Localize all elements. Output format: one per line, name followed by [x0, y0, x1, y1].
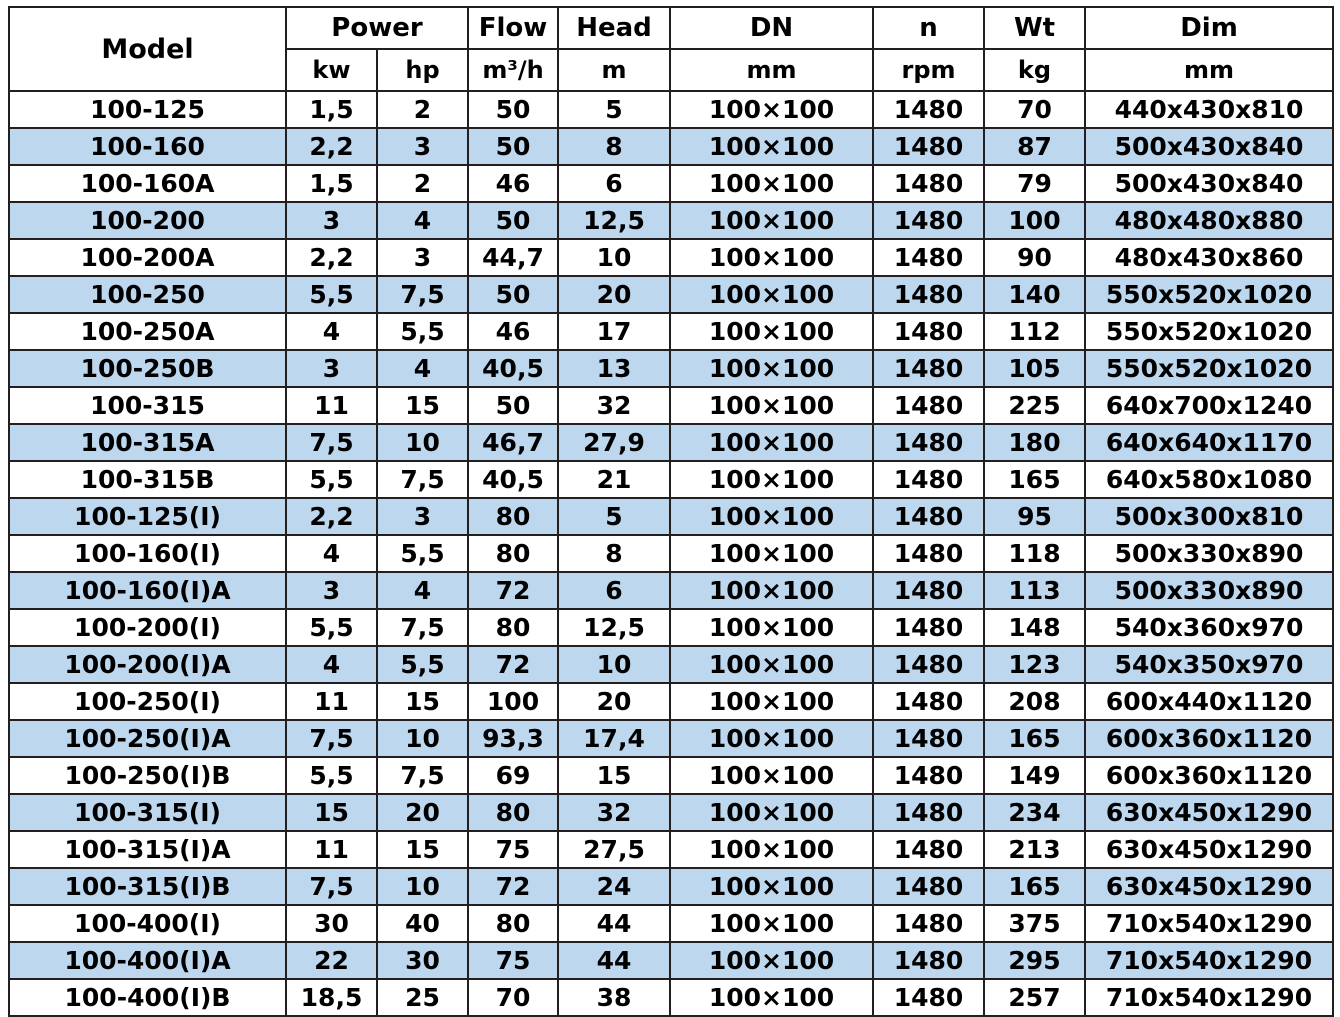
- table-row: [9, 461, 1333, 498]
- cell-dim: 630x450x1290: [1085, 868, 1333, 905]
- column-header-wt: Wt: [984, 7, 1085, 49]
- cell-dn: 100×100: [670, 498, 873, 535]
- cell-wt: 118: [984, 535, 1085, 572]
- cell-flow: 100: [468, 683, 558, 720]
- cell-hp: 5,5: [377, 313, 468, 350]
- cell-head: 17: [558, 313, 670, 350]
- unit-header-flow: m³/h: [468, 49, 558, 91]
- cell-wt: 375: [984, 905, 1085, 942]
- cell-head: 27,5: [558, 831, 670, 868]
- cell-wt: 208: [984, 683, 1085, 720]
- cell-head: 21: [558, 461, 670, 498]
- column-header-n: n: [873, 7, 984, 49]
- cell-dn: 100×100: [670, 609, 873, 646]
- cell-dim: 600x440x1120: [1085, 683, 1333, 720]
- cell-kw: 2,2: [286, 128, 377, 165]
- cell-head: 6: [558, 572, 670, 609]
- cell-wt: 180: [984, 424, 1085, 461]
- cell-flow: 75: [468, 942, 558, 979]
- cell-n: 1480: [873, 387, 984, 424]
- table-row: [9, 757, 1333, 794]
- cell-head: 32: [558, 794, 670, 831]
- cell-dim: 710x540x1290: [1085, 905, 1333, 942]
- cell-hp: 15: [377, 831, 468, 868]
- table-row: [9, 535, 1333, 572]
- unit-header-wt: kg: [984, 49, 1085, 91]
- cell-dim: 640x700x1240: [1085, 387, 1333, 424]
- cell-wt: 123: [984, 646, 1085, 683]
- cell-hp: 2: [377, 91, 468, 128]
- cell-n: 1480: [873, 757, 984, 794]
- cell-dim: 550x520x1020: [1085, 350, 1333, 387]
- cell-model: 100-250B: [9, 350, 286, 387]
- cell-n: 1480: [873, 128, 984, 165]
- cell-n: 1480: [873, 239, 984, 276]
- cell-kw: 22: [286, 942, 377, 979]
- cell-head: 44: [558, 905, 670, 942]
- cell-dn: 100×100: [670, 461, 873, 498]
- cell-model: 100-315B: [9, 461, 286, 498]
- cell-head: 6: [558, 165, 670, 202]
- cell-hp: 7,5: [377, 609, 468, 646]
- cell-n: 1480: [873, 794, 984, 831]
- cell-flow: 72: [468, 868, 558, 905]
- cell-kw: 30: [286, 905, 377, 942]
- cell-wt: 213: [984, 831, 1085, 868]
- cell-dn: 100×100: [670, 831, 873, 868]
- cell-dim: 640x640x1170: [1085, 424, 1333, 461]
- cell-hp: 7,5: [377, 757, 468, 794]
- cell-kw: 2,2: [286, 239, 377, 276]
- cell-head: 5: [558, 91, 670, 128]
- cell-wt: 257: [984, 979, 1085, 1016]
- table-row: [9, 794, 1333, 831]
- cell-model: 100-250: [9, 276, 286, 313]
- cell-kw: 3: [286, 202, 377, 239]
- cell-flow: 40,5: [468, 461, 558, 498]
- cell-head: 32: [558, 387, 670, 424]
- cell-wt: 79: [984, 165, 1085, 202]
- cell-model: 100-160A: [9, 165, 286, 202]
- cell-hp: 5,5: [377, 535, 468, 572]
- table-row: [9, 498, 1333, 535]
- cell-kw: 5,5: [286, 461, 377, 498]
- cell-dim: 480x430x860: [1085, 239, 1333, 276]
- cell-dim: 710x540x1290: [1085, 942, 1333, 979]
- cell-dim: 600x360x1120: [1085, 757, 1333, 794]
- cell-dim: 540x360x970: [1085, 609, 1333, 646]
- cell-head: 27,9: [558, 424, 670, 461]
- cell-n: 1480: [873, 609, 984, 646]
- cell-hp: 10: [377, 424, 468, 461]
- cell-kw: 3: [286, 572, 377, 609]
- cell-model: 100-400(I)B: [9, 979, 286, 1016]
- cell-flow: 40,5: [468, 350, 558, 387]
- table-body: [9, 91, 1333, 1016]
- cell-model: 100-125: [9, 91, 286, 128]
- cell-wt: 148: [984, 609, 1085, 646]
- cell-hp: 4: [377, 350, 468, 387]
- cell-model: 100-250(I): [9, 683, 286, 720]
- cell-flow: 50: [468, 128, 558, 165]
- cell-flow: 46,7: [468, 424, 558, 461]
- cell-wt: 70: [984, 91, 1085, 128]
- cell-hp: 20: [377, 794, 468, 831]
- column-header-dn: DN: [670, 7, 873, 49]
- table-row: [9, 905, 1333, 942]
- cell-dn: 100×100: [670, 535, 873, 572]
- table-row: [9, 831, 1333, 868]
- unit-header-dim: mm: [1085, 49, 1333, 91]
- table-row: [9, 202, 1333, 239]
- cell-head: 24: [558, 868, 670, 905]
- cell-model: 100-250(I)A: [9, 720, 286, 757]
- cell-flow: 50: [468, 387, 558, 424]
- cell-kw: 11: [286, 387, 377, 424]
- cell-dn: 100×100: [670, 868, 873, 905]
- cell-wt: 140: [984, 276, 1085, 313]
- cell-dn: 100×100: [670, 942, 873, 979]
- cell-n: 1480: [873, 498, 984, 535]
- table-row: [9, 313, 1333, 350]
- cell-wt: 100: [984, 202, 1085, 239]
- cell-wt: 165: [984, 868, 1085, 905]
- cell-flow: 72: [468, 646, 558, 683]
- cell-kw: 11: [286, 831, 377, 868]
- cell-dim: 630x450x1290: [1085, 831, 1333, 868]
- table-row: [9, 239, 1333, 276]
- cell-head: 10: [558, 646, 670, 683]
- table-row: [9, 165, 1333, 202]
- cell-n: 1480: [873, 202, 984, 239]
- cell-flow: 72: [468, 572, 558, 609]
- cell-head: 12,5: [558, 202, 670, 239]
- unit-header-hp: hp: [377, 49, 468, 91]
- cell-kw: 7,5: [286, 424, 377, 461]
- cell-head: 10: [558, 239, 670, 276]
- cell-head: 17,4: [558, 720, 670, 757]
- cell-kw: 4: [286, 313, 377, 350]
- cell-kw: 11: [286, 683, 377, 720]
- cell-model: 100-160(I): [9, 535, 286, 572]
- cell-hp: 40: [377, 905, 468, 942]
- cell-head: 15: [558, 757, 670, 794]
- cell-hp: 25: [377, 979, 468, 1016]
- header-row-groups: [9, 7, 1333, 49]
- cell-wt: 149: [984, 757, 1085, 794]
- column-header-power: Power: [286, 7, 468, 49]
- cell-dim: 550x520x1020: [1085, 276, 1333, 313]
- cell-flow: 50: [468, 276, 558, 313]
- cell-hp: 4: [377, 572, 468, 609]
- cell-n: 1480: [873, 461, 984, 498]
- column-header-dim: Dim: [1085, 7, 1333, 49]
- cell-flow: 93,3: [468, 720, 558, 757]
- cell-dn: 100×100: [670, 757, 873, 794]
- cell-dn: 100×100: [670, 720, 873, 757]
- cell-n: 1480: [873, 683, 984, 720]
- cell-flow: 70: [468, 979, 558, 1016]
- cell-kw: 4: [286, 535, 377, 572]
- unit-header-head: m: [558, 49, 670, 91]
- cell-head: 44: [558, 942, 670, 979]
- cell-dim: 640x580x1080: [1085, 461, 1333, 498]
- column-header-head: Head: [558, 7, 670, 49]
- cell-flow: 80: [468, 905, 558, 942]
- cell-wt: 112: [984, 313, 1085, 350]
- cell-n: 1480: [873, 91, 984, 128]
- cell-n: 1480: [873, 572, 984, 609]
- cell-dn: 100×100: [670, 794, 873, 831]
- cell-kw: 4: [286, 646, 377, 683]
- cell-hp: 4: [377, 202, 468, 239]
- cell-dim: 500x430x840: [1085, 165, 1333, 202]
- cell-dn: 100×100: [670, 165, 873, 202]
- cell-flow: 69: [468, 757, 558, 794]
- cell-flow: 50: [468, 91, 558, 128]
- cell-hp: 10: [377, 868, 468, 905]
- cell-hp: 3: [377, 239, 468, 276]
- cell-n: 1480: [873, 720, 984, 757]
- cell-dn: 100×100: [670, 683, 873, 720]
- cell-dn: 100×100: [670, 350, 873, 387]
- table-row: [9, 646, 1333, 683]
- cell-n: 1480: [873, 942, 984, 979]
- cell-model: 100-200: [9, 202, 286, 239]
- cell-dim: 440x430x810: [1085, 91, 1333, 128]
- cell-n: 1480: [873, 313, 984, 350]
- cell-flow: 80: [468, 794, 558, 831]
- unit-header-kw: kw: [286, 49, 377, 91]
- cell-hp: 15: [377, 683, 468, 720]
- cell-model: 100-160(I)A: [9, 572, 286, 609]
- cell-dim: 500x430x840: [1085, 128, 1333, 165]
- cell-wt: 165: [984, 720, 1085, 757]
- cell-kw: 2,2: [286, 498, 377, 535]
- cell-hp: 7,5: [377, 461, 468, 498]
- cell-flow: 44,7: [468, 239, 558, 276]
- cell-head: 12,5: [558, 609, 670, 646]
- cell-hp: 5,5: [377, 646, 468, 683]
- table-row: [9, 128, 1333, 165]
- cell-kw: 7,5: [286, 868, 377, 905]
- cell-flow: 46: [468, 165, 558, 202]
- cell-model: 100-200A: [9, 239, 286, 276]
- cell-dim: 500x330x890: [1085, 572, 1333, 609]
- cell-n: 1480: [873, 979, 984, 1016]
- cell-kw: 3: [286, 350, 377, 387]
- cell-kw: 5,5: [286, 609, 377, 646]
- cell-hp: 30: [377, 942, 468, 979]
- cell-model: 100-315(I)A: [9, 831, 286, 868]
- cell-head: 8: [558, 535, 670, 572]
- cell-dn: 100×100: [670, 905, 873, 942]
- cell-head: 5: [558, 498, 670, 535]
- cell-dim: 540x350x970: [1085, 646, 1333, 683]
- table-row: [9, 979, 1333, 1016]
- cell-hp: 3: [377, 128, 468, 165]
- cell-dim: 550x520x1020: [1085, 313, 1333, 350]
- cell-n: 1480: [873, 535, 984, 572]
- cell-dn: 100×100: [670, 387, 873, 424]
- cell-model: 100-250A: [9, 313, 286, 350]
- cell-model: 100-160: [9, 128, 286, 165]
- column-header-flow: Flow: [468, 7, 558, 49]
- cell-wt: 295: [984, 942, 1085, 979]
- cell-model: 100-125(I): [9, 498, 286, 535]
- cell-dim: 600x360x1120: [1085, 720, 1333, 757]
- cell-wt: 87: [984, 128, 1085, 165]
- cell-hp: 7,5: [377, 276, 468, 313]
- cell-kw: 1,5: [286, 91, 377, 128]
- cell-hp: 2: [377, 165, 468, 202]
- cell-head: 13: [558, 350, 670, 387]
- table-row: [9, 609, 1333, 646]
- cell-dn: 100×100: [670, 572, 873, 609]
- cell-kw: 5,5: [286, 757, 377, 794]
- cell-wt: 234: [984, 794, 1085, 831]
- cell-wt: 113: [984, 572, 1085, 609]
- cell-kw: 18,5: [286, 979, 377, 1016]
- cell-model: 100-315: [9, 387, 286, 424]
- cell-hp: 15: [377, 387, 468, 424]
- cell-flow: 80: [468, 609, 558, 646]
- cell-dn: 100×100: [670, 646, 873, 683]
- cell-n: 1480: [873, 646, 984, 683]
- cell-n: 1480: [873, 424, 984, 461]
- cell-dim: 480x480x880: [1085, 202, 1333, 239]
- cell-dim: 500x330x890: [1085, 535, 1333, 572]
- table-row: [9, 720, 1333, 757]
- table-row: [9, 387, 1333, 424]
- table-header: [9, 7, 1333, 91]
- cell-n: 1480: [873, 165, 984, 202]
- cell-model: 100-315(I): [9, 794, 286, 831]
- cell-model: 100-250(I)B: [9, 757, 286, 794]
- cell-n: 1480: [873, 350, 984, 387]
- cell-wt: 90: [984, 239, 1085, 276]
- cell-wt: 225: [984, 387, 1085, 424]
- cell-model: 100-315(I)B: [9, 868, 286, 905]
- cell-kw: 1,5: [286, 165, 377, 202]
- cell-model: 100-400(I)A: [9, 942, 286, 979]
- cell-dn: 100×100: [670, 128, 873, 165]
- cell-n: 1480: [873, 905, 984, 942]
- table-row: [9, 942, 1333, 979]
- cell-head: 8: [558, 128, 670, 165]
- cell-kw: 5,5: [286, 276, 377, 313]
- cell-hp: 10: [377, 720, 468, 757]
- cell-dim: 630x450x1290: [1085, 794, 1333, 831]
- cell-flow: 50: [468, 202, 558, 239]
- cell-n: 1480: [873, 868, 984, 905]
- cell-dim: 710x540x1290: [1085, 979, 1333, 1016]
- cell-n: 1480: [873, 276, 984, 313]
- cell-flow: 46: [468, 313, 558, 350]
- table-row: [9, 91, 1333, 128]
- table-row: [9, 868, 1333, 905]
- table-row: [9, 424, 1333, 461]
- cell-head: 20: [558, 683, 670, 720]
- cell-model: 100-400(I): [9, 905, 286, 942]
- cell-n: 1480: [873, 831, 984, 868]
- table-row: [9, 572, 1333, 609]
- pump-specification-table: [8, 6, 1334, 1017]
- cell-wt: 165: [984, 461, 1085, 498]
- column-header-model: Model: [9, 7, 286, 91]
- cell-dn: 100×100: [670, 202, 873, 239]
- cell-flow: 75: [468, 831, 558, 868]
- cell-dn: 100×100: [670, 91, 873, 128]
- cell-kw: 15: [286, 794, 377, 831]
- cell-head: 20: [558, 276, 670, 313]
- cell-head: 38: [558, 979, 670, 1016]
- cell-kw: 7,5: [286, 720, 377, 757]
- table-row: [9, 683, 1333, 720]
- cell-dn: 100×100: [670, 979, 873, 1016]
- cell-dim: 500x300x810: [1085, 498, 1333, 535]
- cell-model: 100-315A: [9, 424, 286, 461]
- unit-header-dn: mm: [670, 49, 873, 91]
- unit-header-n: rpm: [873, 49, 984, 91]
- table-row: [9, 276, 1333, 313]
- cell-wt: 105: [984, 350, 1085, 387]
- cell-dn: 100×100: [670, 313, 873, 350]
- cell-hp: 3: [377, 498, 468, 535]
- table-row: [9, 350, 1333, 387]
- cell-wt: 95: [984, 498, 1085, 535]
- cell-dn: 100×100: [670, 424, 873, 461]
- cell-flow: 80: [468, 535, 558, 572]
- cell-model: 100-200(I)A: [9, 646, 286, 683]
- cell-dn: 100×100: [670, 239, 873, 276]
- cell-model: 100-200(I): [9, 609, 286, 646]
- cell-dn: 100×100: [670, 276, 873, 313]
- cell-flow: 80: [468, 498, 558, 535]
